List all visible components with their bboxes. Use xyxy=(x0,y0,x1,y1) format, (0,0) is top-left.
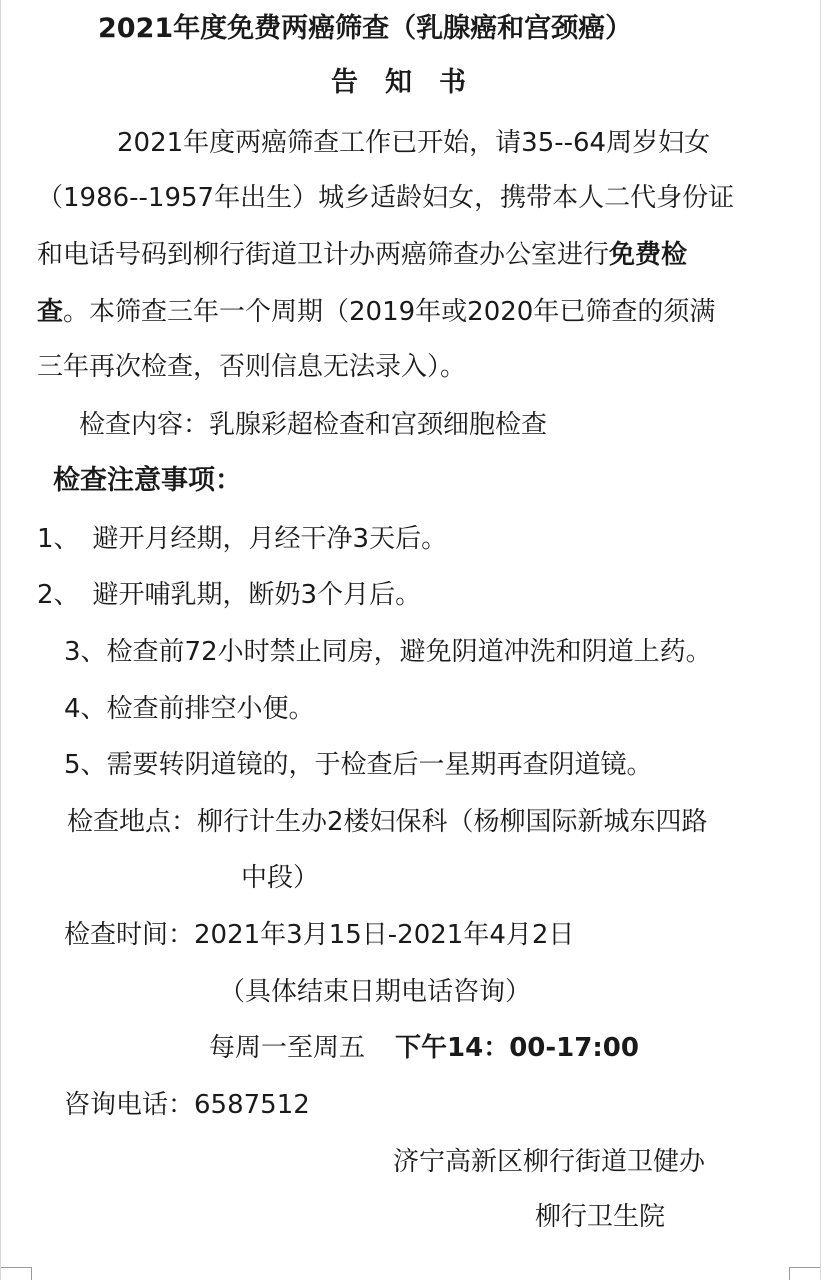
page-corner-mark-left xyxy=(1,1267,32,1280)
signature-office: 济宁高新区柳行街道卫健办 xyxy=(393,1147,706,1177)
phone-line: 咨询电话：6587512 xyxy=(64,1090,310,1120)
location-line-2: 中段） xyxy=(241,863,320,893)
time-note: （具体结束日期电话咨询） xyxy=(219,977,532,1007)
weekday-hours-line xyxy=(209,1031,639,1065)
notice-title: 2021年度免费两癌筛查（乳腺癌和宫颈癌） xyxy=(98,13,633,44)
weekday-text: 每周一至周五 xyxy=(209,1033,366,1063)
precautions-heading: 检查注意事项： xyxy=(53,465,242,496)
intro-line-3-text: 和电话号码到柳行街道卫计办两癌筛查办公室进行 xyxy=(37,240,610,270)
intro-line-3 xyxy=(37,238,687,272)
time-line: 检查时间：2021年3月15日-2021年4月2日 xyxy=(64,920,575,950)
precaution-item-2: 2、 避开哺乳期，断奶3个月后。 xyxy=(37,580,422,610)
precaution-item-5: 5、需要转阴道镜的，于检查后一星期再查阴道镜。 xyxy=(64,750,653,780)
signature-hospital: 柳行卫生院 xyxy=(535,1202,666,1232)
location-line-1: 检查地点：柳行计生办2楼妇保科（杨柳国际新城东四路 xyxy=(67,807,708,837)
intro-line-4 xyxy=(37,295,715,329)
hours-text: 下午14：00-17:00 xyxy=(395,1033,639,1063)
intro-free-check-bold: 免费检 xyxy=(609,240,688,270)
intro-line-1: 2021年度两癌筛查工作已开始，请35--64周岁妇女 xyxy=(117,128,711,158)
precaution-item-1: 1、 避开月经期，月经干净3天后。 xyxy=(37,524,448,554)
notice-subtitle: 告 知 书 xyxy=(331,67,466,98)
intro-line-5: 三年再次检查，否则信息无法录入）。 xyxy=(37,352,467,382)
intro-line-4-text: 。本筛查三年一个周期（2019年或2020年已筛查的须满 xyxy=(63,297,716,327)
intro-line-2: （1986--1957年出生）城乡适龄妇女，携带本人二代身份证 xyxy=(37,183,735,213)
precaution-item-4: 4、检查前排空小便。 xyxy=(64,694,315,724)
content-line: 检查内容：乳腺彩超检查和宫颈细胞检查 xyxy=(79,410,548,440)
precaution-item-3: 3、检查前72小时禁止同房，避免阴道冲洗和阴道上药。 xyxy=(64,637,712,667)
intro-check-bold: 查 xyxy=(37,297,64,327)
page-corner-mark-right xyxy=(789,1267,820,1280)
